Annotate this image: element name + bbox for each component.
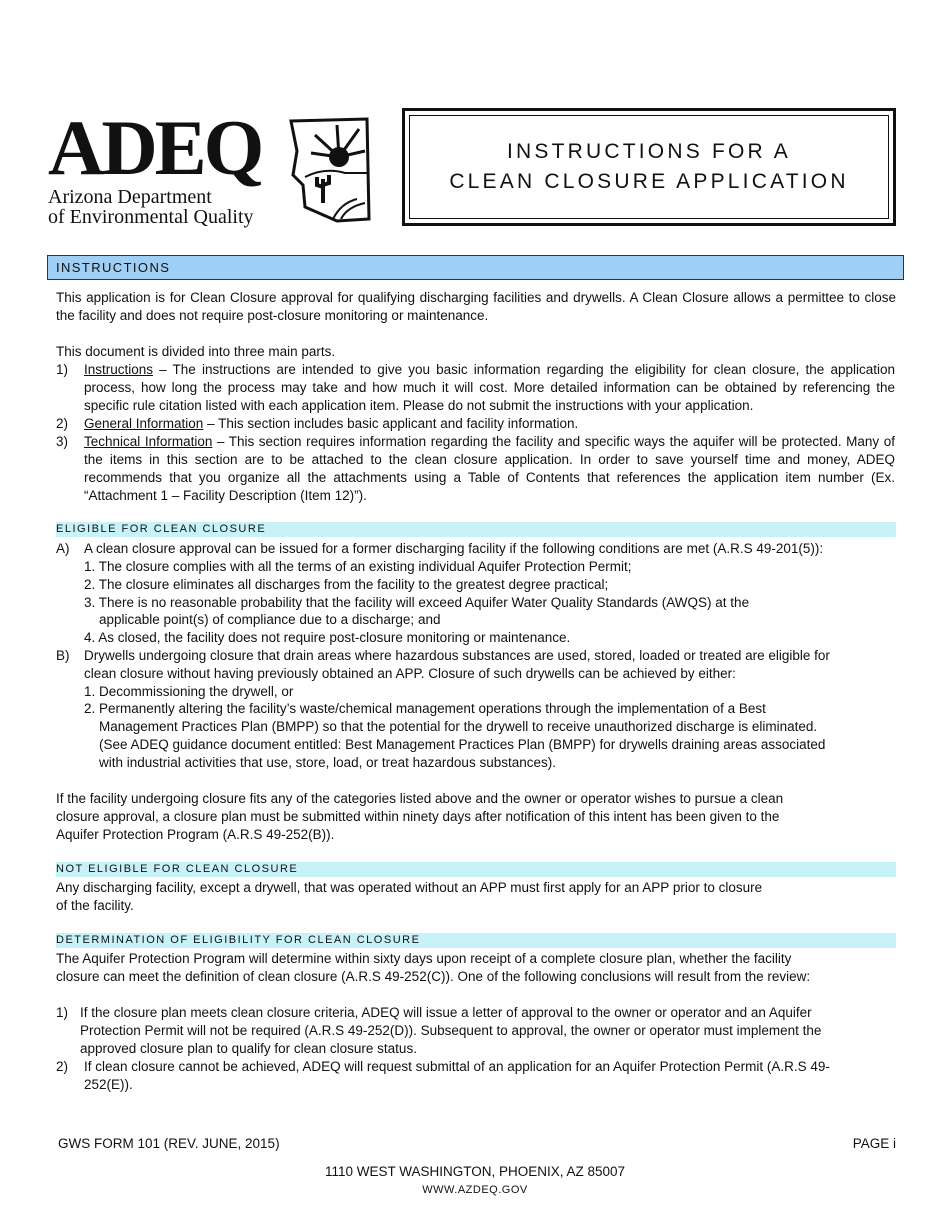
- eligible-a-item-3: 3. There is no reasonable probability that the facility will exceed Aquifer Water Quality Standards (AWQS) at the: [84, 595, 750, 610]
- subheading-eligible: ELIGIBLE FOR CLEAN CLOSURE: [56, 522, 896, 537]
- footer-page-number: PAGE i: [852, 1136, 896, 1151]
- logo-wordmark: ADEQ: [48, 104, 262, 191]
- part-item-technical-information: [84, 433, 895, 505]
- not-eligible-line-1: Any discharging facility, except a drywell, that was operated without an APP must first apply for an APP prior to closure: [56, 880, 763, 895]
- part-title-general-information: General Information: [84, 416, 204, 431]
- document-title-box: [402, 108, 896, 226]
- determination-line-1: The Aquifer Protection Program will determine within sixty days upon receipt of a complete closure plan, whether the facility: [56, 951, 792, 966]
- eligible-b-line-2: clean closure without having previously obtained an APP. Closure of such drywells can be achieved by either:: [84, 666, 736, 681]
- document-title-line-2: CLEAN CLOSURE APPLICATION: [449, 170, 849, 193]
- eligible-a-item-1: 1. The closure complies with all the terms of an existing individual Aquifer Protection Permit;: [84, 559, 632, 574]
- eligible-closing-line-3: Aquifer Protection Program (A.R.S 49-252(B)).: [56, 827, 335, 842]
- logo-agency-line-2: of Environmental Quality: [48, 206, 254, 228]
- eligible-a-label: A): [56, 541, 70, 556]
- part-number-1: 1): [56, 362, 69, 377]
- footer-website-link[interactable]: WWW.AZDEQ.GOV: [422, 1184, 528, 1196]
- part-item-general-information: [84, 415, 895, 433]
- eligible-a-item-4: 4. As closed, the facility does not require post-closure monitoring or maintenance.: [84, 630, 571, 645]
- eligible-b-item-2-cont-2: (See ADEQ guidance document entitled: Best Management Practices Plan (BMPP) for drywells draining areas associated: [99, 737, 826, 752]
- determination-number-1: 1): [56, 1005, 69, 1020]
- eligible-b-line-1: Drywells undergoing closure that drain areas where hazardous substances are used, stored, loaded or treated are eligible for: [84, 648, 830, 663]
- determination-number-2: 2): [56, 1059, 69, 1074]
- part-text-technical-information: – This section requires information regarding the facility and specific ways the aquifer will be protected. Many of the items in this section are to be attached to the clean closure application. In order to save yourself time and money, ADEQ recommends that you organize all the attachments using a Table of Contents that references the application item number (Ex. “Attachment 1 – Facility Description (Item 12)”).: [84, 434, 895, 503]
- eligible-b-item-2-cont-1: Management Practices Plan (BMPP) so that the potential for the drywell to receive unauthorized discharge is eliminated.: [99, 719, 818, 734]
- eligible-b-label: B): [56, 648, 70, 663]
- determination-item-1-line-2: Protection Permit will not be required (A.R.S 49-252(D)). Subsequent to approval, the owner or operator must implement the: [80, 1023, 822, 1038]
- determination-line-2: closure can meet the definition of clean closure (A.R.S 49-252(C)). One of the following conclusions will result from the review:: [56, 969, 811, 984]
- subheading-determination: DETERMINATION OF ELIGIBILITY FOR CLEAN CLOSURE: [56, 933, 896, 948]
- eligible-b-item-2-cont-3: with industrial activities that use, store, load, or treat hazardous substances).: [99, 755, 556, 770]
- section-header-instructions: INSTRUCTIONS: [47, 255, 904, 280]
- document-title-line-1: INSTRUCTIONS FOR A: [507, 140, 791, 163]
- eligible-a-item-3-cont: applicable point(s) of compliance due to a discharge; and: [99, 612, 441, 627]
- part-number-3: 3): [56, 434, 69, 449]
- eligible-closing-line-2: closure approval, a closure plan must be submitted within ninety days after notification of this intent has been given to the: [56, 809, 780, 824]
- footer-form-number: GWS FORM 101 (REV. JUNE, 2015): [58, 1136, 280, 1151]
- part-item-instructions: [84, 361, 895, 415]
- logo-agency-line-1: Arizona Department: [48, 186, 212, 208]
- intro-paragraph: This application is for Clean Closure approval for qualifying discharging facilities and drywells. A Clean Closure allows a permittee to close the facility and does not require post-closure monitoring or maintenance.: [56, 290, 896, 323]
- subheading-not-eligible: NOT ELIGIBLE FOR CLEAN CLOSURE: [56, 862, 896, 877]
- intro-divided-text: This document is divided into three main parts.: [56, 344, 336, 359]
- part-text-instructions: – The instructions are intended to give you basic information regarding the eligibility for clean closure, the application process, how long the process may take and how much it will cost. More detailed information can be obtained by referencing the specific rule citation listed with each application item. Please do not submit the instructions with your application.: [84, 362, 895, 413]
- part-title-instructions: Instructions: [84, 362, 154, 377]
- eligible-a-text: A clean closure approval can be issued for a former discharging facility if the following conditions are met (A.R.S 49-201(5)):: [84, 541, 824, 556]
- eligible-b-item-2: 2. Permanently altering the facility’s waste/chemical management operations through the implementation of a Best: [84, 701, 766, 716]
- part-title-technical-information: Technical Information: [84, 434, 213, 449]
- determination-item-2-line-2: 252(E)).: [84, 1077, 133, 1092]
- not-eligible-line-2: of the facility.: [56, 898, 134, 913]
- arizona-state-icon: [285, 115, 373, 225]
- part-number-2: 2): [56, 416, 69, 431]
- eligible-closing-line-1: If the facility undergoing closure fits any of the categories listed above and the owner or operator wishes to pursue a clean: [56, 791, 784, 806]
- footer-address: 1110 WEST WASHINGTON, PHOENIX, AZ 85007: [324, 1164, 626, 1179]
- determination-item-2-line-1: If clean closure cannot be achieved, ADEQ will request submittal of an application for an Aquifer Protection Permit (A.R.S 49-: [84, 1059, 830, 1074]
- determination-item-1-line-1: If the closure plan meets clean closure criteria, ADEQ will issue a letter of approval to the owner or operator and an Aquifer: [80, 1005, 812, 1020]
- adeq-logo: [48, 104, 378, 230]
- eligible-b-item-1: 1. Decommissioning the drywell, or: [84, 684, 294, 699]
- determination-item-1-line-3: approved closure plan to qualify for clean closure status.: [80, 1041, 417, 1056]
- part-text-general-information: – This section includes basic applicant and facility information.: [203, 416, 579, 431]
- eligible-a-item-2: 2. The closure eliminates all discharges from the facility to the greatest degree practical;: [84, 577, 609, 592]
